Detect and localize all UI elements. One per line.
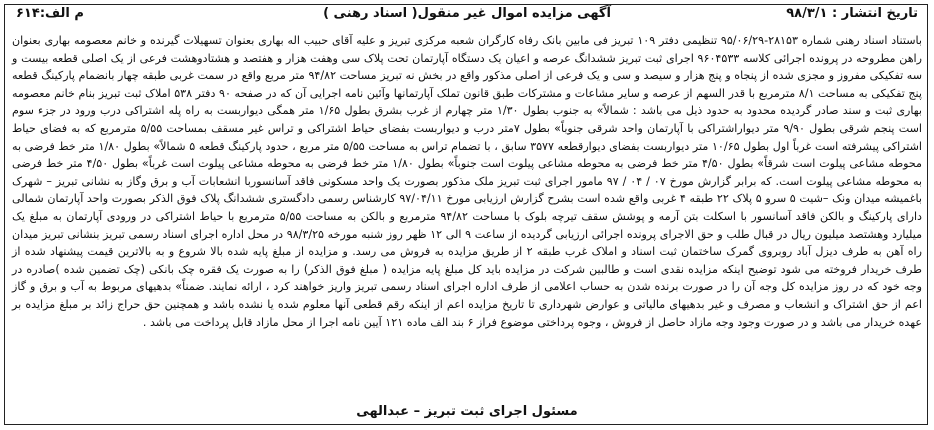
publish-date: تاریخ انتشار : ۹۸/۳/۱	[786, 6, 918, 21]
notice-body: باستناد اسناد رهنی شماره ۲۸۱۵۳-۹۵/۰۶/۲۹ تنظیمی دفتر ۱۰۹ تبریز فی مابین بانک رفاه کارگران شعبه مرکزی تبریز و علیه آقای حبیب اله بهاری بعنوان تسهیلات گیرنده و خانم معصومه بهاری بعنوان راهن مطروحه در پرونده اجرائی کلاسه ۹۶۰۴۵۳۳ اجرای ثبت تبریز ششدانگ عرصه و اعیان یک دستگاه آپارتمان تحت پلاک سی وهفت هزار و هفتصد و هشتادوهشت فرعی از یک اصلی قطعه بیست و سه تفکیکی مفروز و مجزی شده از پنجاه و پنج هزار و سیصد و سی و یک فرعی از اصلی مذکور واقع در بخش نه تبریز مساحت ۹۴/۸۲ متر مربع واقع در سمت غربی طبقه چهار بانضمام پارکینگ قطعه پنج تفکیکی به مساحت ۸/۱ مترمربع با قدر السهم از عرصه و سایر مشاعات و مشترکات طبق قانون تملک آپارتمانها وآئین نامه اجرایی آن که در صفحه ۹۰ دفتر ۵۳۸ املاک ثبت تبریز بنام خانم معصومه بهاری ثبت و سند صادر گردیده محدود به حدود ذیل می باشد : شمالاً» به جنوب بطول ۱/۳۰ متر چهارم از غرب بشرق بطول ۱/۶۵ متر همگی دیواربست به راه پله اشتراکی درب ورود در جزء سوم است پنجم شرقی بطول ۹/۹۰ متر دیواراشتراکی با آپارتمان واحد شرقی جنوباً» بطول ۷متر درب و دیواربست بفضای حیاط اشتراکی و تراس غیر مسقف بمساحت ۵/۵۵ مترمربع که به فضای حیاط اشتراکی پیشرفته است غرباً اول بطول ۱۰/۶۵ متر دیواربست بفضای دیوارقطعه ۳۵۷۷ سابق ، با تضمام تراس به مساحت ۵/۵۵ متر مربع ، حدود پارکینگ قطعه ۵ شمالاً» بطول ۱/۸۰ متر خط فرضی به محوطه مشاعی پیلوت است شرقاً» بطول ۴/۵۰ متر خط فرضی به محوطه مشاعی پیلوت است جنوباً» بطول ۱/۸۰ متر خط فرضی به محوطه مشاعی پیلوت است غرباً» بطول ۴/۵۰ متر خط فرضی به محوطه مشاعی پیلوت است. که برابر گزارش مورخ ۰۷ / ۰۴ / ۹۷ مامور اجرای ثبت تبریز ملک مذکور بصورت یک واحد مسکونی فاقد آسانسوربا انشعابات آب و برق وگاز به نشانی تبریز – شهرک باغمیشه میدان ونک –شیت ۵ سرو ۵ پلاک ۲۲ طبقه ۴ غربی واقع شده است بشرح گزارش ارزیابی مورخ ۹۷/۰۴/۱۱ کارشناس رسمی دادگستری ششدانگ پلاک فوق الذکر بصورت واحد آپارتمان شمالی دارای پارکینگ و بالکن فاقد آسانسور با اسکلت بتن آرمه و پوشش سقف تیرچه بلوک با مساحت ۹۴/۸۲ مترمربع و بالکن به مساحت ۵/۵۵ مترمربع با حیاط اشتراکی در ورودی آپارتمان به مبلغ یک میلیارد وهشتصد میلیون ریال در قبال طلب و حق الاجرای پرونده اجرائی ارزیابی گردیده از ساعت ۹ الی ۱۲ ظهر روز شنبه مورخه ۹۸/۳/۲۵ در محل اداره اجرای اسناد رسمی تبریز بنشانی تبریز میدان راه آهن به طرف دیزل آباد روبروی گمرک ساختمان ثبت اسناد و املاک غرب طبقه ۲ از طریق مزایده به فروش می رسد. و مزایده از مبلغ پایه شده بالا شروع و به بالاترین قیمت پیشنهاد شده از طرف خریدار فروخته می شود توضیح اینکه مزایده نقدی است و طالبین شرکت در مزایده باید کل مبلغ پایه مزایده ( مبلغ فوق الذکر) را به صورت یک فقره چک بانکی (چک تضمین شده )صادره در وجه خود که در روز مزایده کل وجه آن را در صورت برنده شدن به حساب اعلامی از طرف اداره اجرای اسناد رسمی تبریز واریز خواهند کرد ، ارائه نمایند. ضمناً» بدهیهای مربوط به آب و برق و گاز اعم از حق اشتراک و انشعاب و مصرف و غیر بدهیهای مالیاتی و عوارض شهرداری تا تاریخ مزایده اعم از اینکه رقم قطعی آنها معلوم شده یا نشده باشد و همچنین حق حراج زائد بر مبلغ مزایده بر عهده خریدار می باشد و در صورت وجود وجه مازاد حاصل از فروش ، وجوه پرداختی موضوع فراز ۶ بند الف ماده ۱۲۱ آیین نامه اجرا از محل مازاد قابل پرداخت می باشد .	[12, 34, 923, 329]
signature-line: مسئول اجرای ثبت تبریز – عبدالهی	[356, 404, 578, 419]
notice-header	[10, 6, 924, 28]
notice-title: آگهی مزایده اموال غیر منقول( اسناد رهنی )	[323, 6, 611, 21]
reference-number: م الف:۶۱۴	[16, 6, 84, 21]
